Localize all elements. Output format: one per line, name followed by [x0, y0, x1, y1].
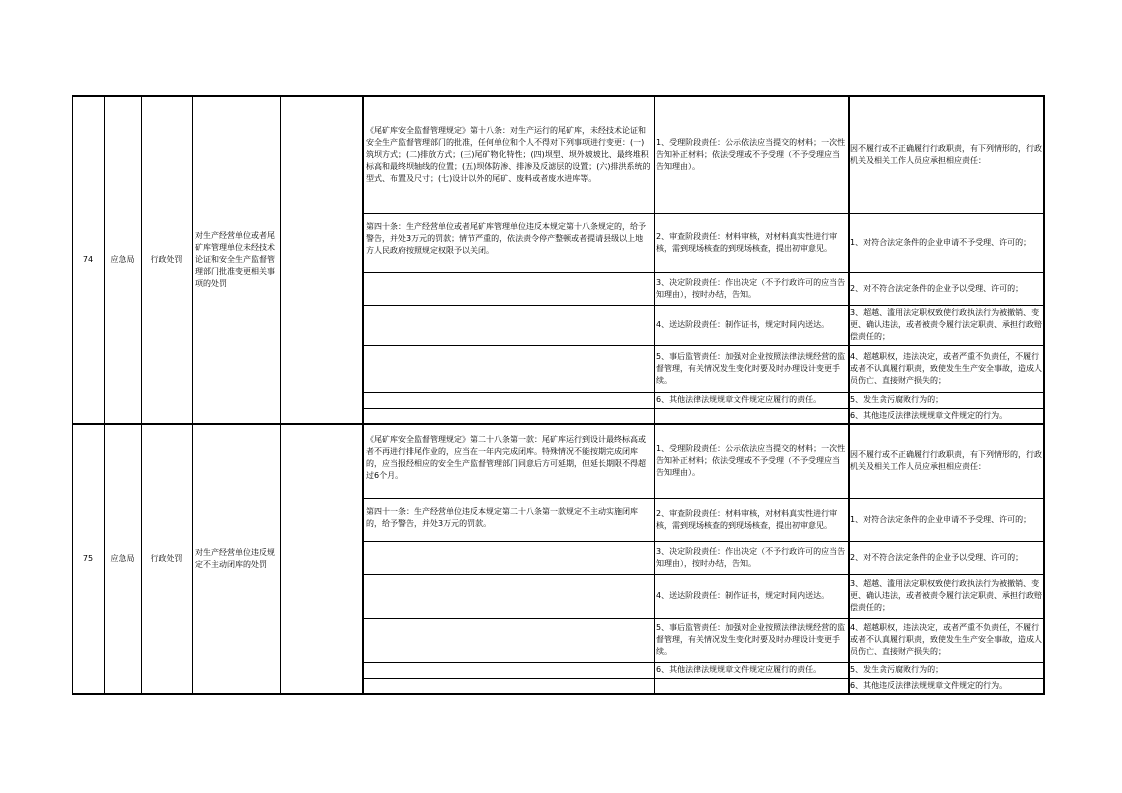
table-border: [72, 95, 1045, 97]
resp-deliver: 4、送达阶段责任：制作证书，规定时间内送达。: [656, 320, 830, 329]
liability-3: 3、超越、滥用法定职权致使行政执法行为被撤销、变更、确认违法，或者被责令履行法定职责、承担行政赔偿责任的；: [850, 308, 1042, 341]
legal-basis-penalty: 第四十条：生产经营单位或者尾矿库管理单位违反本规定第十八条规定的，给予警告，并处3万元的罚款；情节严重的，依法责令停产整顿或者提请县级以上地方人民政府按照规定权限予以关闭。: [366, 222, 646, 255]
power-type: 行政处罚: [150, 255, 183, 264]
item-name: 对生产经营单位或者尾矿库管理单位未经技术论证和安全生产监督管理部门批准变更相关事项的处罚: [195, 231, 275, 288]
grid-line: [363, 662, 1044, 663]
table-border: [72, 693, 1045, 695]
resp-accept: 1、受理阶段责任：公示依法应当提交的材料；一次性告知补正材料；依法受理或不予受理（不予受理应当告知理由）。: [656, 444, 846, 477]
legal-basis-penalty: 第四十一条：生产经营单位违反本规定第二十八条第一款规定不主动实施闭库的，给予警告，并处3万元的罚款。: [366, 507, 638, 528]
grid-line: [363, 392, 1044, 393]
resp-decide: 3、决定阶段责任：作出决定（不予行政许可的应当告知理由），按时办结，告知。: [656, 546, 846, 568]
grid-line: [363, 574, 1044, 575]
department: 应急局: [110, 554, 135, 563]
grid-line: [72, 423, 1045, 425]
grid-line: [104, 96, 105, 694]
grid-line: [141, 96, 142, 694]
liability-1: 1、对符合法定条件的企业申请不予受理、许可的；: [850, 514, 1032, 524]
row-number: 74: [82, 255, 94, 264]
liability-5: 5、发生贪污腐败行为的；: [850, 395, 944, 404]
department: 应急局: [110, 255, 135, 264]
liability-3: 3、超越、滥用法定职权致使行政执法行为被撤销、变更、确认违法，或者被责令履行法定职责、承担行政赔偿责任的；: [850, 579, 1042, 612]
table-border: [72, 95, 73, 695]
empty-column: [280, 424, 363, 694]
resp-review: 2、审查阶段责任：材料审核，对材料真实性进行审核，需到现场核查的到现场核查，提出初审意见。: [656, 508, 838, 530]
grid-line: [654, 96, 655, 694]
grid-line: [280, 96, 281, 694]
table-border: [1043, 95, 1045, 695]
resp-review: 2、审查阶段责任：材料审核，对材料真实性进行审核，需到现场核查的到现场核查，提出初审意见。: [656, 231, 838, 253]
liability-2: 2、对不符合法定条件的企业予以受理、许可的；: [850, 552, 1024, 562]
legal-basis-clause: 《尾矿库安全监督管理规定》第十八条：对生产运行的尾矿库，未经技术论证和安全生产监督管理部门的批准，任何单位和个人不得对下列事项进行变更：(一)筑坝方式；(二)排放方式；(三)尾矿物化特性；(四)坝型、坝外坡坡比、最终堆积标高和最终坝轴线的位置；(五)坝体防渗、排渗及反滤层的设置；(六)排洪系统的型式、布置及尺寸；(七)设计以外的尾矿、废料或者废水进库等。: [366, 125, 651, 183]
liability-intro: 因不履行或不正确履行行政职责，有下列情形的，行政机关及相关工作人员应承担相应责任：: [850, 450, 1042, 471]
resp-supervise: 5、事后监管责任：加强对企业按照法律法规经营的监督管理，有关情况发生变化时要及时办理设计变更手续。: [656, 351, 846, 385]
grid-line: [848, 96, 850, 694]
liability-6: 6、其他违反法律法规规章文件规定的行为。: [850, 411, 1008, 420]
row-number: 75: [82, 554, 94, 563]
grid-line: [363, 498, 1044, 499]
grid-line: [363, 213, 1044, 214]
resp-decide: 3、决定阶段责任：作出决定（不予行政许可的应当告知理由），按时办结，告知。: [656, 277, 846, 299]
liability-2: 2、对不符合法定条件的企业予以受理、许可的；: [850, 283, 1024, 293]
resp-accept: 1、受理阶段责任：公示依法应当提交的材料；一次性告知补正材料；依法受理或不予受理（不予受理应当告知理由）。: [656, 137, 846, 171]
resp-other: 6、其他法律法规规章文件规定应履行的责任。: [656, 665, 822, 674]
resp-other: 6、其他法律法规规章文件规定应履行的责任。: [656, 395, 822, 404]
grid-line: [363, 345, 1044, 346]
item-name: 对生产经营单位违反规定不主动闭库的处罚: [195, 548, 275, 569]
grid-line: [192, 96, 193, 694]
grid-line: [363, 541, 1044, 542]
resp-supervise: 5、事后监管责任：加强对企业按照法律法规经营的监督管理，有关情况发生变化时要及时办理设计变更手续。: [656, 623, 846, 656]
liability-5: 5、发生贪污腐败行为的；: [850, 665, 944, 674]
power-type: 行政处罚: [150, 554, 183, 563]
empty-column: [280, 96, 363, 424]
legal-basis-clause: 《尾矿库安全监督管理规定》第二十八条第一款：尾矿库运行到设计最终标高或者不再进行排尾作业的，应当在一年内完成闭库。特殊情况不能按期完成闭库的，应当报经相应的安全生产监督管理部门同意后方可延期，但延长期限不得超过6个月。: [366, 435, 646, 480]
resp-deliver: 4、送达阶段责任：制作证书，规定时间内送达。: [656, 591, 830, 600]
grid-line: [363, 618, 1044, 619]
liability-4: 4、超越职权，违法决定，或者严重不负责任，不履行或者不认真履行职责，致使发生生产安全事故，造成人员伤亡、直接财产损失的；: [850, 351, 1042, 385]
grid-line: [362, 96, 364, 694]
liability-4: 4、超越职权，违法决定，或者严重不负责任，不履行或者不认真履行职责，致使发生生产安全事故，造成人员伤亡、直接财产损失的；: [850, 623, 1042, 656]
liability-6: 6、其他违反法律法规规章文件规定的行为。: [850, 681, 1008, 690]
grid-line: [363, 272, 1044, 273]
grid-line: [363, 305, 1044, 306]
liability-1: 1、对符合法定条件的企业申请不予受理、许可的；: [850, 237, 1032, 247]
liability-intro: 因不履行或不正确履行行政职责，有下列情形的，行政机关及相关工作人员应承担相应责任：: [850, 143, 1042, 165]
grid-line: [363, 408, 1044, 409]
grid-line: [363, 678, 1044, 679]
